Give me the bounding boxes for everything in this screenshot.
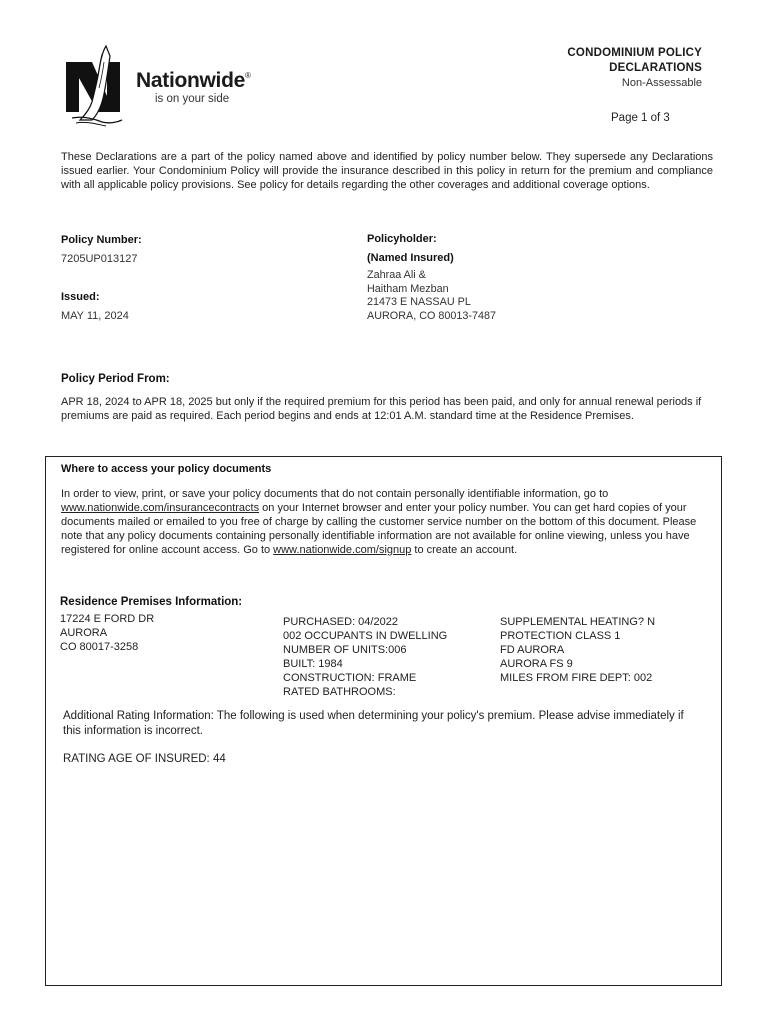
policy-number-value: 7205UP013127 [61,253,138,265]
named-insured-label: (Named Insured) [367,252,454,264]
access-documents-text [61,487,709,557]
fire-info-line: AURORA FS 9 [500,658,573,670]
document-subtitle: Non-Assessable [621,77,702,89]
access-text-part2: on your Internet browser and enter your policy number. You can get hard copies of your documents mailed or emailed to you free of charge by calling the customer service number on the bottom of this document. Please note that any policy documents containing personally identifiable information are not available for online viewing, unless you have registered for online account access. Go to [61,502,697,556]
page-indicator: Page 1 of 3 [611,112,670,124]
fire-info-line: FD AURORA [500,644,565,656]
document-title-line2: DECLARATIONS [609,62,702,74]
residence-fire-info [500,615,655,685]
policy-number-label: Policy Number: [61,234,142,246]
residence-detail-line: PURCHASED: 04/2022 [283,616,398,628]
policyholder-line: Zahraa Ali & [367,269,426,281]
residence-address-line: 17224 E FORD DR [60,613,155,625]
access-documents-title: Where to access your policy documents [61,463,272,475]
policyholder-line: 21473 E NASSAU PL [367,296,471,308]
residence-detail-line: RATED BATHROOMS: [283,686,396,698]
document-title-block [567,46,702,90]
policy-period-text: APR 18, 2024 to APR 18, 2025 but only if the required premium for this period has been paid, and only for annual renewal periods if premiums are paid as required. Each period begins and ends at 12:01 A.M. standard time at the Residence Premises. [61,396,702,422]
policy-period-label: Policy Period From: [61,373,170,385]
policyholder-line: AURORA, CO 80013-7487 [367,309,497,322]
residence-details [283,615,447,699]
insurance-contracts-link[interactable]: www.nationwide.com/insurancecontracts [61,502,260,514]
residence-address [60,612,154,654]
residence-detail-line: NUMBER OF UNITS:006 [283,644,407,656]
policyholder-label: Policyholder: [367,233,437,245]
brand-tagline: is on your side [155,93,230,105]
intro-paragraph: These Declarations are a part of the policy named above and identified by policy number below. They supersede any Declarations issued earlier. Your Condominium Policy will provide the insurance described in this policy in return for the premium and compliance with all applicable policy provisions. See policy for details regarding the other coverages and additional coverage options. [61,151,713,191]
access-text-part1: In order to view, print, or save your policy documents that do not contain personally identifiable information, go to [61,488,609,500]
policyholder-line: Haitham Mezban [367,282,449,295]
residence-address-line: AURORA [60,627,108,639]
issued-value: MAY 11, 2024 [61,310,129,322]
fire-info-line: MILES FROM FIRE DEPT: 002 [500,672,653,684]
residence-detail-line: CONSTRUCTION: FRAME [283,672,417,684]
signup-link[interactable]: www.nationwide.com/signup [273,544,412,556]
registered-mark: ® [245,71,251,80]
residence-detail-line: BUILT: 1984 [283,658,343,670]
additional-rating-text: Additional Rating Information: The following is used when determining your policy's premium. Please advise immediately if this information is incorrect. [63,710,684,737]
rating-age: RATING AGE OF INSURED: 44 [63,753,226,765]
document-title-line1: CONDOMINIUM POLICY [567,47,702,59]
residence-address-line: CO 80017-3258 [60,641,139,653]
fire-info-line: PROTECTION CLASS 1 [500,630,621,642]
eagle-n-logo-icon [62,42,132,128]
access-text-part3: to create an account. [411,544,518,556]
fire-info-line: SUPPLEMENTAL HEATING? N [500,616,656,628]
residence-detail-line: 002 OCCUPANTS IN DWELLING [283,630,448,642]
policyholder-address [367,269,496,323]
brand-name: Nationwide® [136,69,251,92]
residence-premises-title: Residence Premises Information: [60,596,243,608]
issued-label: Issued: [61,291,100,303]
